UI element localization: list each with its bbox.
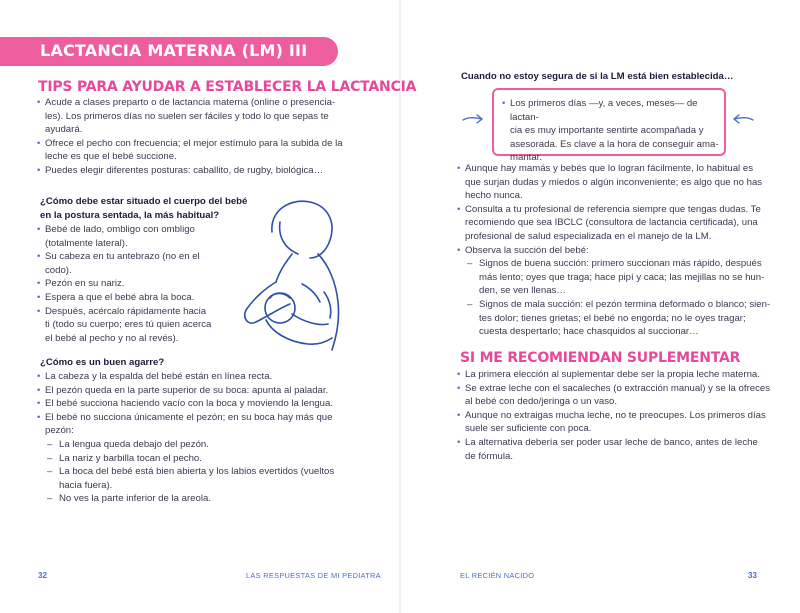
list-item: • El bebé no succiona únicamente el pezón; en su boca hay más que pezón: [37,411,372,438]
list-subitem: – No ves la parte inferior de la areola. [37,492,372,506]
list-item: • Puedes elegir diferentes posturas: caballito, de rugby, biológica… [37,164,367,178]
lead-question: Cuando no estoy segura de si la LM está bien establecida… [461,71,734,82]
page-number-left: 32 [38,571,47,580]
list-item: • Aunque hay mamás y bebés que lo logran fácilmente, lo habitual es que surjan dudas y miedos o algún inconveniente; es algo que no has hecho nunca. [457,162,777,203]
establish-list [457,162,777,339]
list-item: • Después, acércalo rápidamente hacia ti (todo su cuerpo; eres tú quien acerca el bebé al pecho y no al revés). [37,305,237,346]
running-title-left: LAS RESPUESTAS DE MI PEDIATRA [246,571,381,580]
list-item: • Espera a que el bebé abra la boca. [37,291,237,305]
page-number-right: 33 [748,571,757,580]
supplement-list [457,368,777,463]
section-title-tips: TIPS PARA AYUDAR A ESTABLECER LA LACTANCIA [38,79,417,95]
chapter-banner [0,37,338,66]
list-item: • Pezón en su nariz. [37,277,237,291]
list-subitem: – Signos de mala succión: el pezón termina deformado o blanco; sien- tes dolor; tienes grietas; el bebé no engorda; no le oyes tragar; cuesta despertarlo; hace chasquidos al succionar… [457,298,777,339]
latch-list [37,370,372,506]
section-title-supplement: SI ME RECOMIENDAN SUPLEMENTAR [460,350,741,366]
list-item: • Acude a clases preparto o de lactancia materna (online o presencia- les). Los primeros días no suelen ser fáciles y todo lo que sepas te ayudará. [37,96,367,137]
list-item: • Se extrae leche con el sacaleches (o extracción manual) y se la ofreces al bebé con dedo/jeringa o un vaso. [457,382,777,409]
position-list [37,223,237,345]
list-item: • Aunque no extraigas mucha leche, no te preocupes. Los primeros días suele ser suficiente con poca. [457,409,777,436]
list-item: • El pezón queda en la parte superior de su boca: apunta al paladar. [37,384,372,398]
arrow-right-icon [462,112,484,126]
breastfeeding-illustration [232,192,362,352]
list-item: • Los primeros días —y, a veces, meses— de lactan- cia es muy importante sentirte acompañada y asesorada. Es clave a la hora de conseguir ama- mantar. [502,97,722,165]
list-item: • Observa la succión del bebé: [457,244,777,258]
arrow-left-icon [732,112,754,126]
running-title-right: EL RECIÉN NACIDO [460,571,535,580]
list-item: • Bebé de lado, ombligo con ombligo (totalmente lateral). [37,223,237,250]
list-subitem: – Signos de buena succión: primero succionan más rápido, después más lento; oyes que traga; hace pipí y caca; las mejillas no se hun- den, se ven llenas… [457,257,777,298]
list-item: • Ofrece el pecho con frecuencia; el mejor estímulo para la subida de la leche es que el bebé succione. [37,137,367,164]
box-text [502,97,722,165]
list-item: • Consulta a tu profesional de referencia siempre que tengas dudas. Te recomiendo que sea IBCLC (consultora de lactancia certificada), una profesional de salud especializada en el manejo de la LM. [457,203,777,244]
list-subitem: – La boca del bebé está bien abierta y los labios evertidos (vueltos hacia fuera). [37,465,372,492]
list-subitem: – La nariz y barbilla tocan el pecho. [37,452,372,466]
list-subitem: – La lengua queda debajo del pezón. [37,438,372,452]
list-item: • Su cabeza en tu antebrazo (no en el codo). [37,250,237,277]
list-item: • La primera elección al suplementar debe ser la propia leche materna. [457,368,777,382]
question-position: ¿Cómo debe estar situado el cuerpo del bebé en la postura sentada, la más habitual? [40,196,248,221]
chapter-title: LACTANCIA MATERNA (LM) III [40,41,308,60]
question-latch: ¿Cómo es un buen agarre? [40,357,165,368]
list-item: • La alternativa debería ser poder usar leche de banco, antes de leche de fórmula. [457,436,777,463]
tips-list [37,96,367,178]
list-item: • La cabeza y la espalda del bebé están en línea recta. [37,370,372,384]
list-item: • El bebé succiona haciendo vacío con la boca y moviendo la lengua. [37,397,372,411]
